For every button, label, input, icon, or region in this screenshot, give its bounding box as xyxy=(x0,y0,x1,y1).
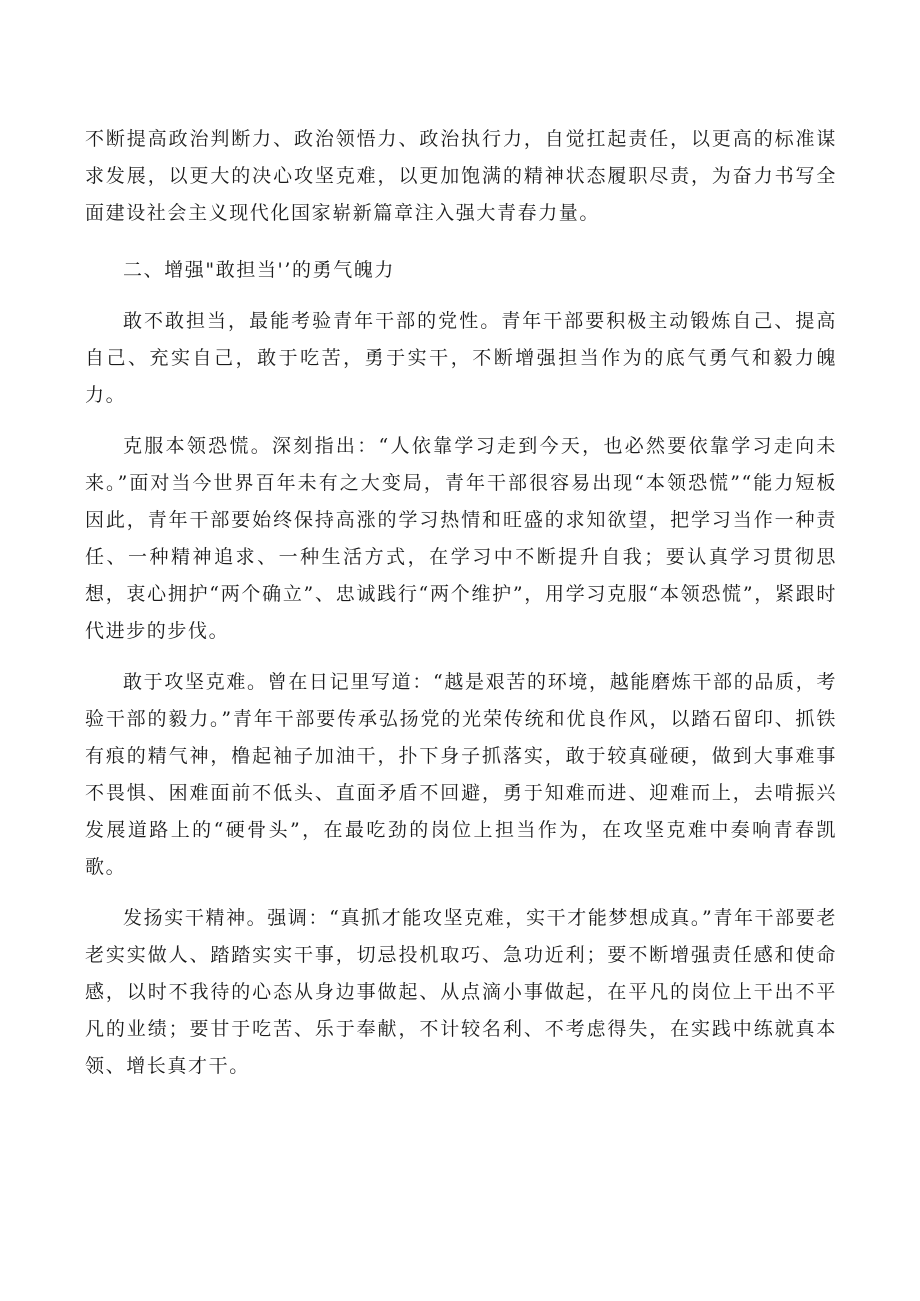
paragraph-overcome-panic: 克服本领恐慌。深刻指出：“人依靠学习走到今天，也必然要依靠学习走向未来。”面对当今世界百年未有之大变局，青年干部很容易出现“本领恐慌”“能力短板因此，青年干部要始终保持高涨的学习热情和旺盛的求知欲望，把学习当作一种责任、一种精神追求、一种生活方式，在学习中不断提升自我；要认真学习贯彻思想，衷心拥护“两个确立”、忠诚践行“两个维护”，用学习克服“本领恐慌”，紧跟时代进步的步伐。 xyxy=(85,435,837,642)
document-body xyxy=(85,121,837,1085)
paragraph-tackle-difficulties: 敢于攻坚克难。曾在日记里写道：“越是艰苦的环境，越能磨炼干部的品质，考验干部的毅力。”青年干部要传承弘扬党的光荣传统和优良作风，以踏石留印、抓铁有痕的精气神，橹起袖子加油干，扑下身子抓落实，敢于较真碰硬，做到大事难事不畏惧、困难面前不低头、直面矛盾不回避，勇于知难而进、迎难而上，去啃振兴发展道路上的“硬骨头”，在最吃劲的岗位上担当作为，在攻坚克难中奏响青春凯歌。 xyxy=(85,671,837,878)
paragraph-intro: 敢不敢担当，最能考验青年干部的党性。青年干部要积极主动锻炼自己、提高自己、充实自己，敢于吃苦，勇于实干，不断增强担当作为的底气勇气和毅力魄力。 xyxy=(85,310,837,406)
paragraph-continuation: 不断提高政治判断力、政治领悟力、政治执行力，自觉扛起责任，以更高的标准谋求发展，以更大的决心攻坚克难，以更加饱满的精神状态履职尽责，为奋力书写全面建设社会主义现代化国家崭新篇章注入强大青春力量。 xyxy=(85,128,837,224)
paragraph-practical-spirit: 发扬实干精神。强调：“真抓才能攻坚克难，实干才能梦想成真。”青年干部要老老实实做人、踏踏实实干事，切忌投机取巧、急功近利；要不断增强责任感和使命感，以时不我待的心态从身边事做起、从点滴小事做起，在平凡的岗位上干出不平凡的业绩；要甘于吃苦、乐于奉献，不计较名利、不考虑得失，在实践中练就真本领、增长真才干。 xyxy=(85,907,837,1077)
section-heading: 二、增强"敢担当'’的勇气魄力 xyxy=(123,259,396,281)
